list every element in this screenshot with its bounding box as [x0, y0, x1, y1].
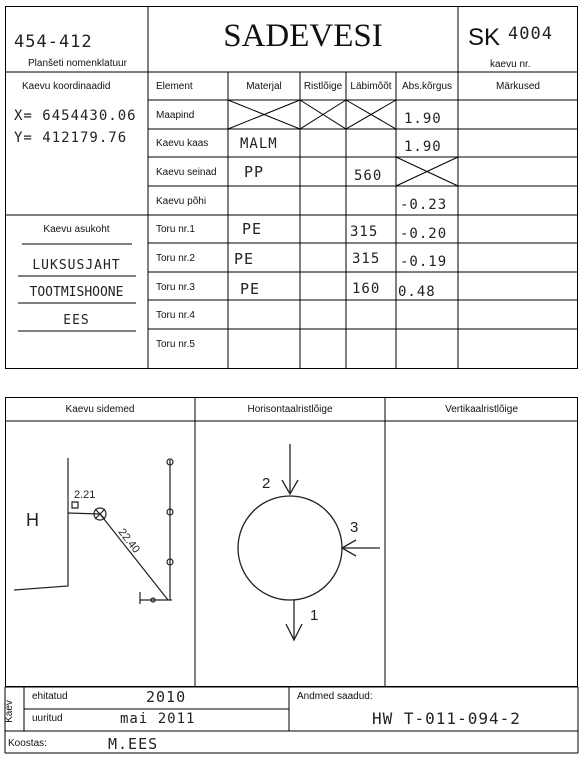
author-label: Koostas:	[8, 738, 47, 749]
diameter-value-2: 560	[354, 168, 383, 184]
material-value-6: PE	[240, 280, 261, 298]
location-line-1: LUKSUSJAHT	[32, 258, 121, 273]
abs-value-0: 1.90	[404, 111, 442, 127]
pipe-3-label: 3	[350, 519, 359, 536]
abs-value-6: 0.48	[398, 284, 436, 300]
horizontal-section-sketch	[238, 444, 380, 640]
h-mark: H	[26, 510, 39, 530]
sheet-number: 454-412	[14, 32, 93, 52]
row-label-3: Kaevu põhi	[156, 196, 207, 207]
well-label: kaevu nr.	[490, 59, 531, 70]
connections-sketch	[14, 458, 173, 604]
dim-a-label: 2.21	[74, 489, 96, 501]
sketch-col1-label: Kaevu sidemed	[65, 404, 135, 415]
col-header-element: Element	[156, 81, 193, 92]
col-header-abs: Abs.kõrgus	[401, 81, 453, 92]
coord-y: Y= 412179.76	[14, 130, 128, 146]
coord-x: X= 6454430.06	[14, 108, 137, 124]
sketch-col2-label: Horisontaalristlõige	[247, 404, 333, 415]
sketch-drawings	[0, 390, 587, 690]
row-label-7: Toru nr.4	[156, 310, 195, 321]
row-label-0: Maapind	[156, 110, 195, 121]
row-label-6: Toru nr.3	[156, 282, 195, 293]
data-source-label: Andmed saadud:	[297, 691, 373, 702]
built-label: ehitatud	[32, 691, 68, 702]
pipe-1-label: 1	[310, 607, 319, 624]
surveyed-value: mai 2011	[120, 711, 196, 727]
col-header-section: Ristlõige	[303, 81, 343, 92]
page-title: SADEVESI	[223, 18, 383, 54]
data-source-value: HW T-011-094-2	[372, 709, 521, 728]
material-value-2: PP	[244, 163, 265, 181]
author-value: M.EES	[108, 735, 159, 753]
dim-b-label: 22.40	[115, 526, 143, 556]
row-label-4: Toru nr.1	[156, 224, 195, 235]
diameter-value-4: 315	[350, 224, 379, 240]
abs-value-3: -0.23	[400, 197, 448, 213]
built-value: 2010	[146, 688, 187, 706]
diameter-value-6: 160	[352, 281, 381, 297]
material-value-1: MALM	[240, 136, 278, 152]
sketch-col3-label: Vertikaalristlõige	[445, 404, 518, 415]
abs-value-4: -0.20	[400, 226, 448, 242]
surveyed-label: uuritud	[32, 713, 63, 724]
pipe-2-label: 2	[262, 475, 271, 492]
location-label: Kaevu asukoht	[43, 224, 110, 235]
footer-side-label: Kaev	[3, 700, 15, 723]
well-number: 4004	[508, 24, 553, 44]
abs-value-1: 1.90	[404, 139, 442, 155]
well-prefix: SK	[468, 24, 501, 51]
coords-label: Kaevu koordinaadid	[22, 81, 111, 92]
material-value-4: PE	[242, 220, 263, 238]
row-label-5: Toru nr.2	[156, 253, 195, 264]
row-label-1: Kaevu kaas	[156, 138, 209, 149]
col-header-material: Materjal	[246, 81, 282, 92]
location-line-2: TOOTMISHOONE	[29, 285, 124, 300]
top-form-grid	[0, 0, 587, 370]
row-label-8: Toru nr.5	[156, 339, 195, 350]
row-label-2: Kaevu seinad	[156, 167, 217, 178]
abs-value-5: -0.19	[400, 254, 448, 270]
col-header-diameter: Läbimõõt	[350, 81, 392, 92]
col-header-notes: Märkused	[496, 81, 540, 92]
diameter-value-5: 315	[352, 251, 381, 267]
location-line-3: EES	[63, 313, 90, 328]
material-value-5: PE	[234, 250, 255, 268]
sheet-label: Planšeti nomenklatuur	[28, 58, 127, 69]
